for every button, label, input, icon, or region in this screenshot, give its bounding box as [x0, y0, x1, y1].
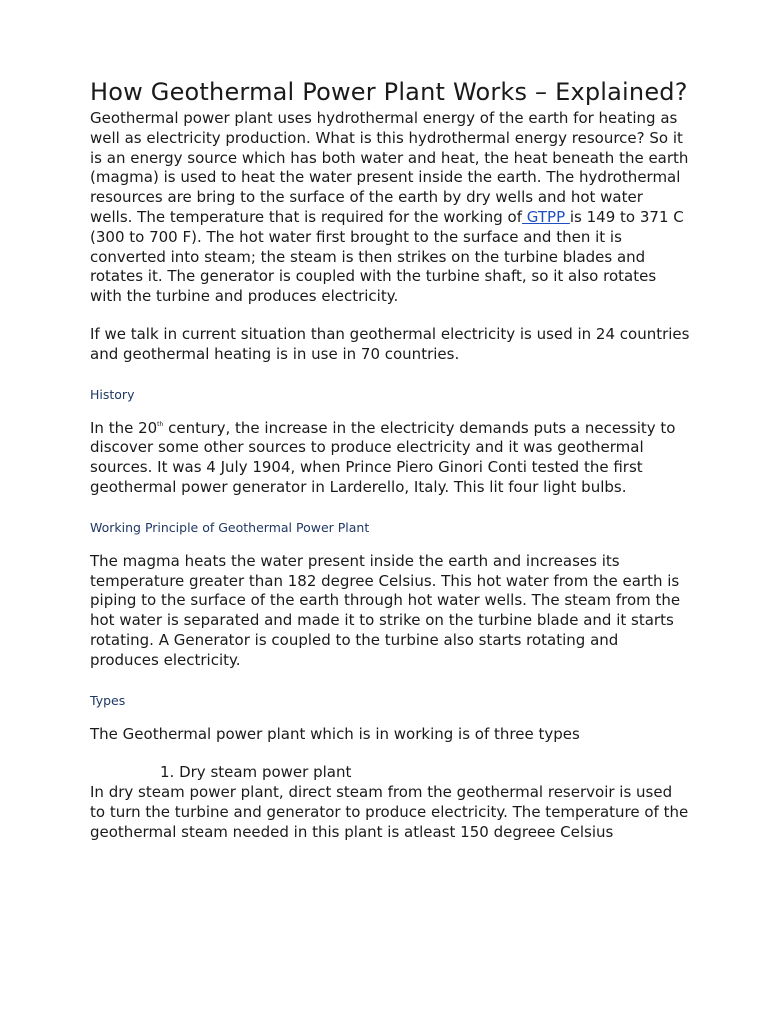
current-situation-paragraph: If we talk in current situation than geothermal electricity is used in 24 countries and geothermal heating is in use in 70 countries.: [90, 324, 690, 363]
intro-text-part1: Geothermal power plant uses hydrothermal energy of the earth for heating as well as electricity production. What is this hydrothermal energy resource? So it is an energy source which has both water and heat, the heat beneath the earth (magma) is used to heat the water present inside the earth. The hydrothermal resources are bring to the surface of the earth by dry wells and hot water wells. The temperature that is required for the working of: [90, 109, 689, 226]
dry-steam-paragraph: In dry steam power plant, direct steam from the geothermal reservoir is used to turn the turbine and generator to produce electricity. The temperature of the geothermal steam needed in this plant is atleast 150 degreee Celsius: [90, 783, 689, 841]
list-item-dry-steam: 1. Dry steam power plant: [160, 763, 352, 782]
working-principle-heading: Working Principle of Geothermal Power Plant: [90, 519, 370, 535]
types-intro: The Geothermal power plant which is in working is of three types: [90, 724, 580, 743]
intro-text-part2: is 149 to 371 C (300 to 700 F). The hot water first brought to the surface and then it is converted into steam; the steam is then strikes on the turbine blades and rotates it. The generator is coupled with the turbine shaft, so it also rotates with the turbine and produces electricity.: [90, 207, 684, 306]
history-paragraph: [90, 419, 690, 498]
history-heading: History: [90, 386, 135, 402]
gtpp-link[interactable]: GTPP: [522, 207, 570, 226]
history-superscript: th: [157, 420, 164, 428]
types-heading: Types: [90, 692, 126, 708]
page-title: How Geothermal Power Plant Works – Explained?: [90, 78, 688, 106]
document-page: [90, 76, 690, 843]
history-text-after: century, the increase in the electricity demands puts a necessity to discover some other sources to produce electricity and it was geothermal sources. It was 4 July 1904, when Prince Piero Ginori Conti tested the first geothermal power generator in Larderello, Italy. This lit four light bulbs.: [90, 418, 676, 496]
intro-paragraph: [90, 109, 690, 307]
working-principle-paragraph: The magma heats the water present inside the earth and increases its temperature greater than 182 degree Celsius. This hot water from the earth is piping to the surface of the earth through hot water wells. The steam from the hot water is separated and made it to strike on the turbine blade and it starts rotating. A Generator is coupled to the turbine also starts rotating and produces electricity.: [90, 551, 681, 669]
history-text-before: In the 20: [90, 418, 158, 437]
